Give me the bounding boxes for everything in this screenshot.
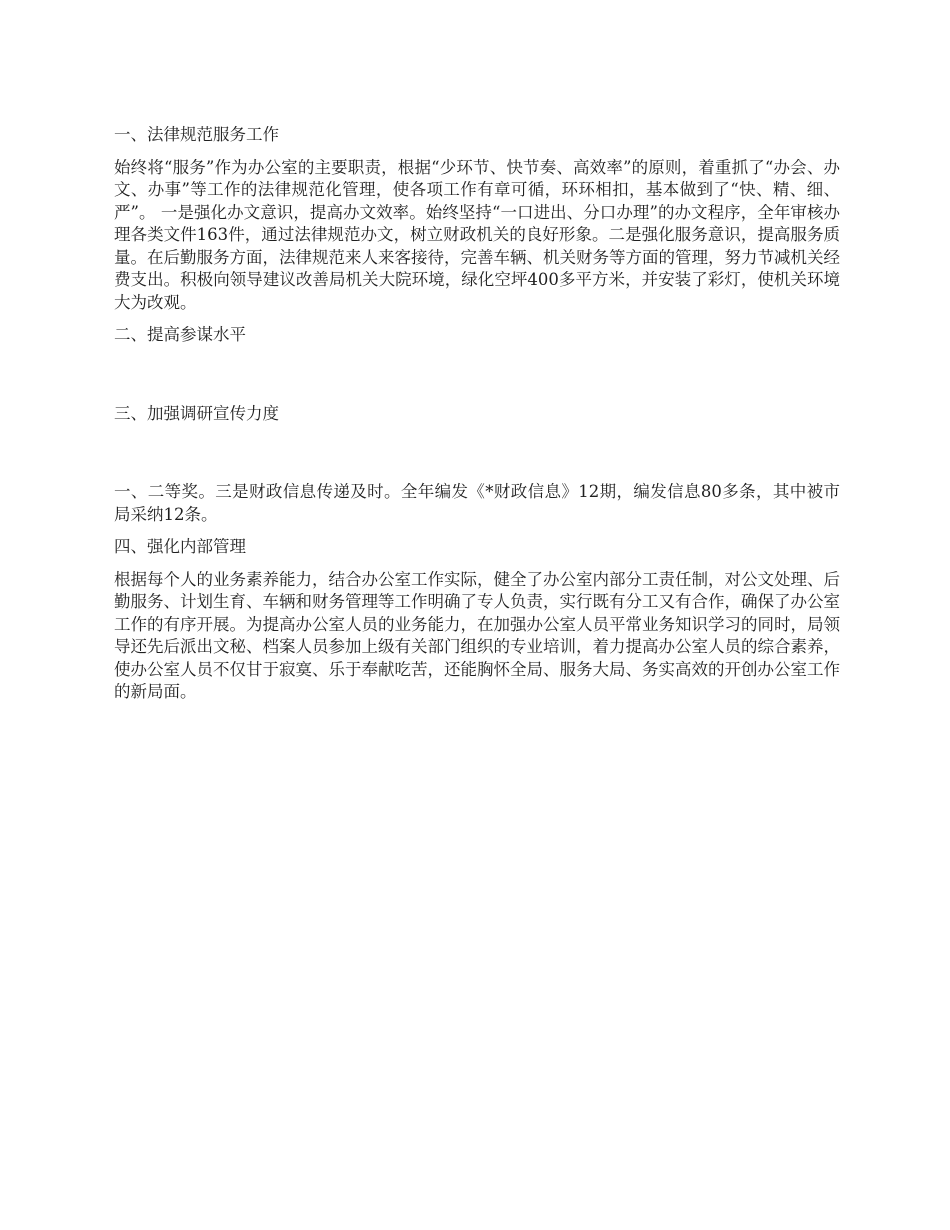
section-2-heading: 二、提高参谋水平	[114, 325, 246, 344]
section-1-body: 始终将“服务”作为办公室的主要职责，根据“少环节、快节奏、高效率”的原则，着重抓了“办会、办文、办事”等工作的法律规范化管理，使各项工作有章可循，环环相扣，基本做到了“快、精、细、严”。 一是强化办文意识，提高办文效率。始终坚持“一口进出、分口办理”的办文程序，全年审核办理各类文件163件，通过法律规范办文，树立财政机关的良好形象。二是强化服务意识，提高服务质量。在后勤服务方面，法律规范来人来客接待，完善车辆、机关财务等方面的管理，努力节减机关经费支出。积极向领导建议改善局机关大院环境，绿化空坪400多平方米，并安装了彩灯，使机关环境大为改观。	[114, 157, 840, 312]
section-4-body: 根据每个人的业务素养能力，结合办公室工作实际，健全了办公室内部分工责任制，对公文处理、后勤服务、计划生育、车辆和财务管理等工作明确了专人负责，实行既有分工又有合作，确保了办公室工作的有序开展。为提高办公室人员的业务能力，在加强办公室人员平常业务知识学习的同时，局领导还先后派出文秘、档案人员参加上级有关部门组织的专业培训，着力提高办公室人员的综合素养，使办公室人员不仅甘于寂寞、乐于奉献吃苦，还能胸怀全局、服务大局、务实高效的开创办公室工作的新局面。	[114, 569, 840, 701]
section-1-heading: 一、法律规范服务工作	[114, 125, 279, 144]
section-3-body: 一、二等奖。三是财政信息传递及时。全年编发《*财政信息》12期，编发信息80多条，其中被市局采纳12条。	[114, 482, 840, 524]
document-page	[114, 124, 840, 714]
section-4-heading: 四、强化内部管理	[114, 537, 246, 556]
section-3-heading: 三、加强调研宣传力度	[114, 403, 279, 423]
